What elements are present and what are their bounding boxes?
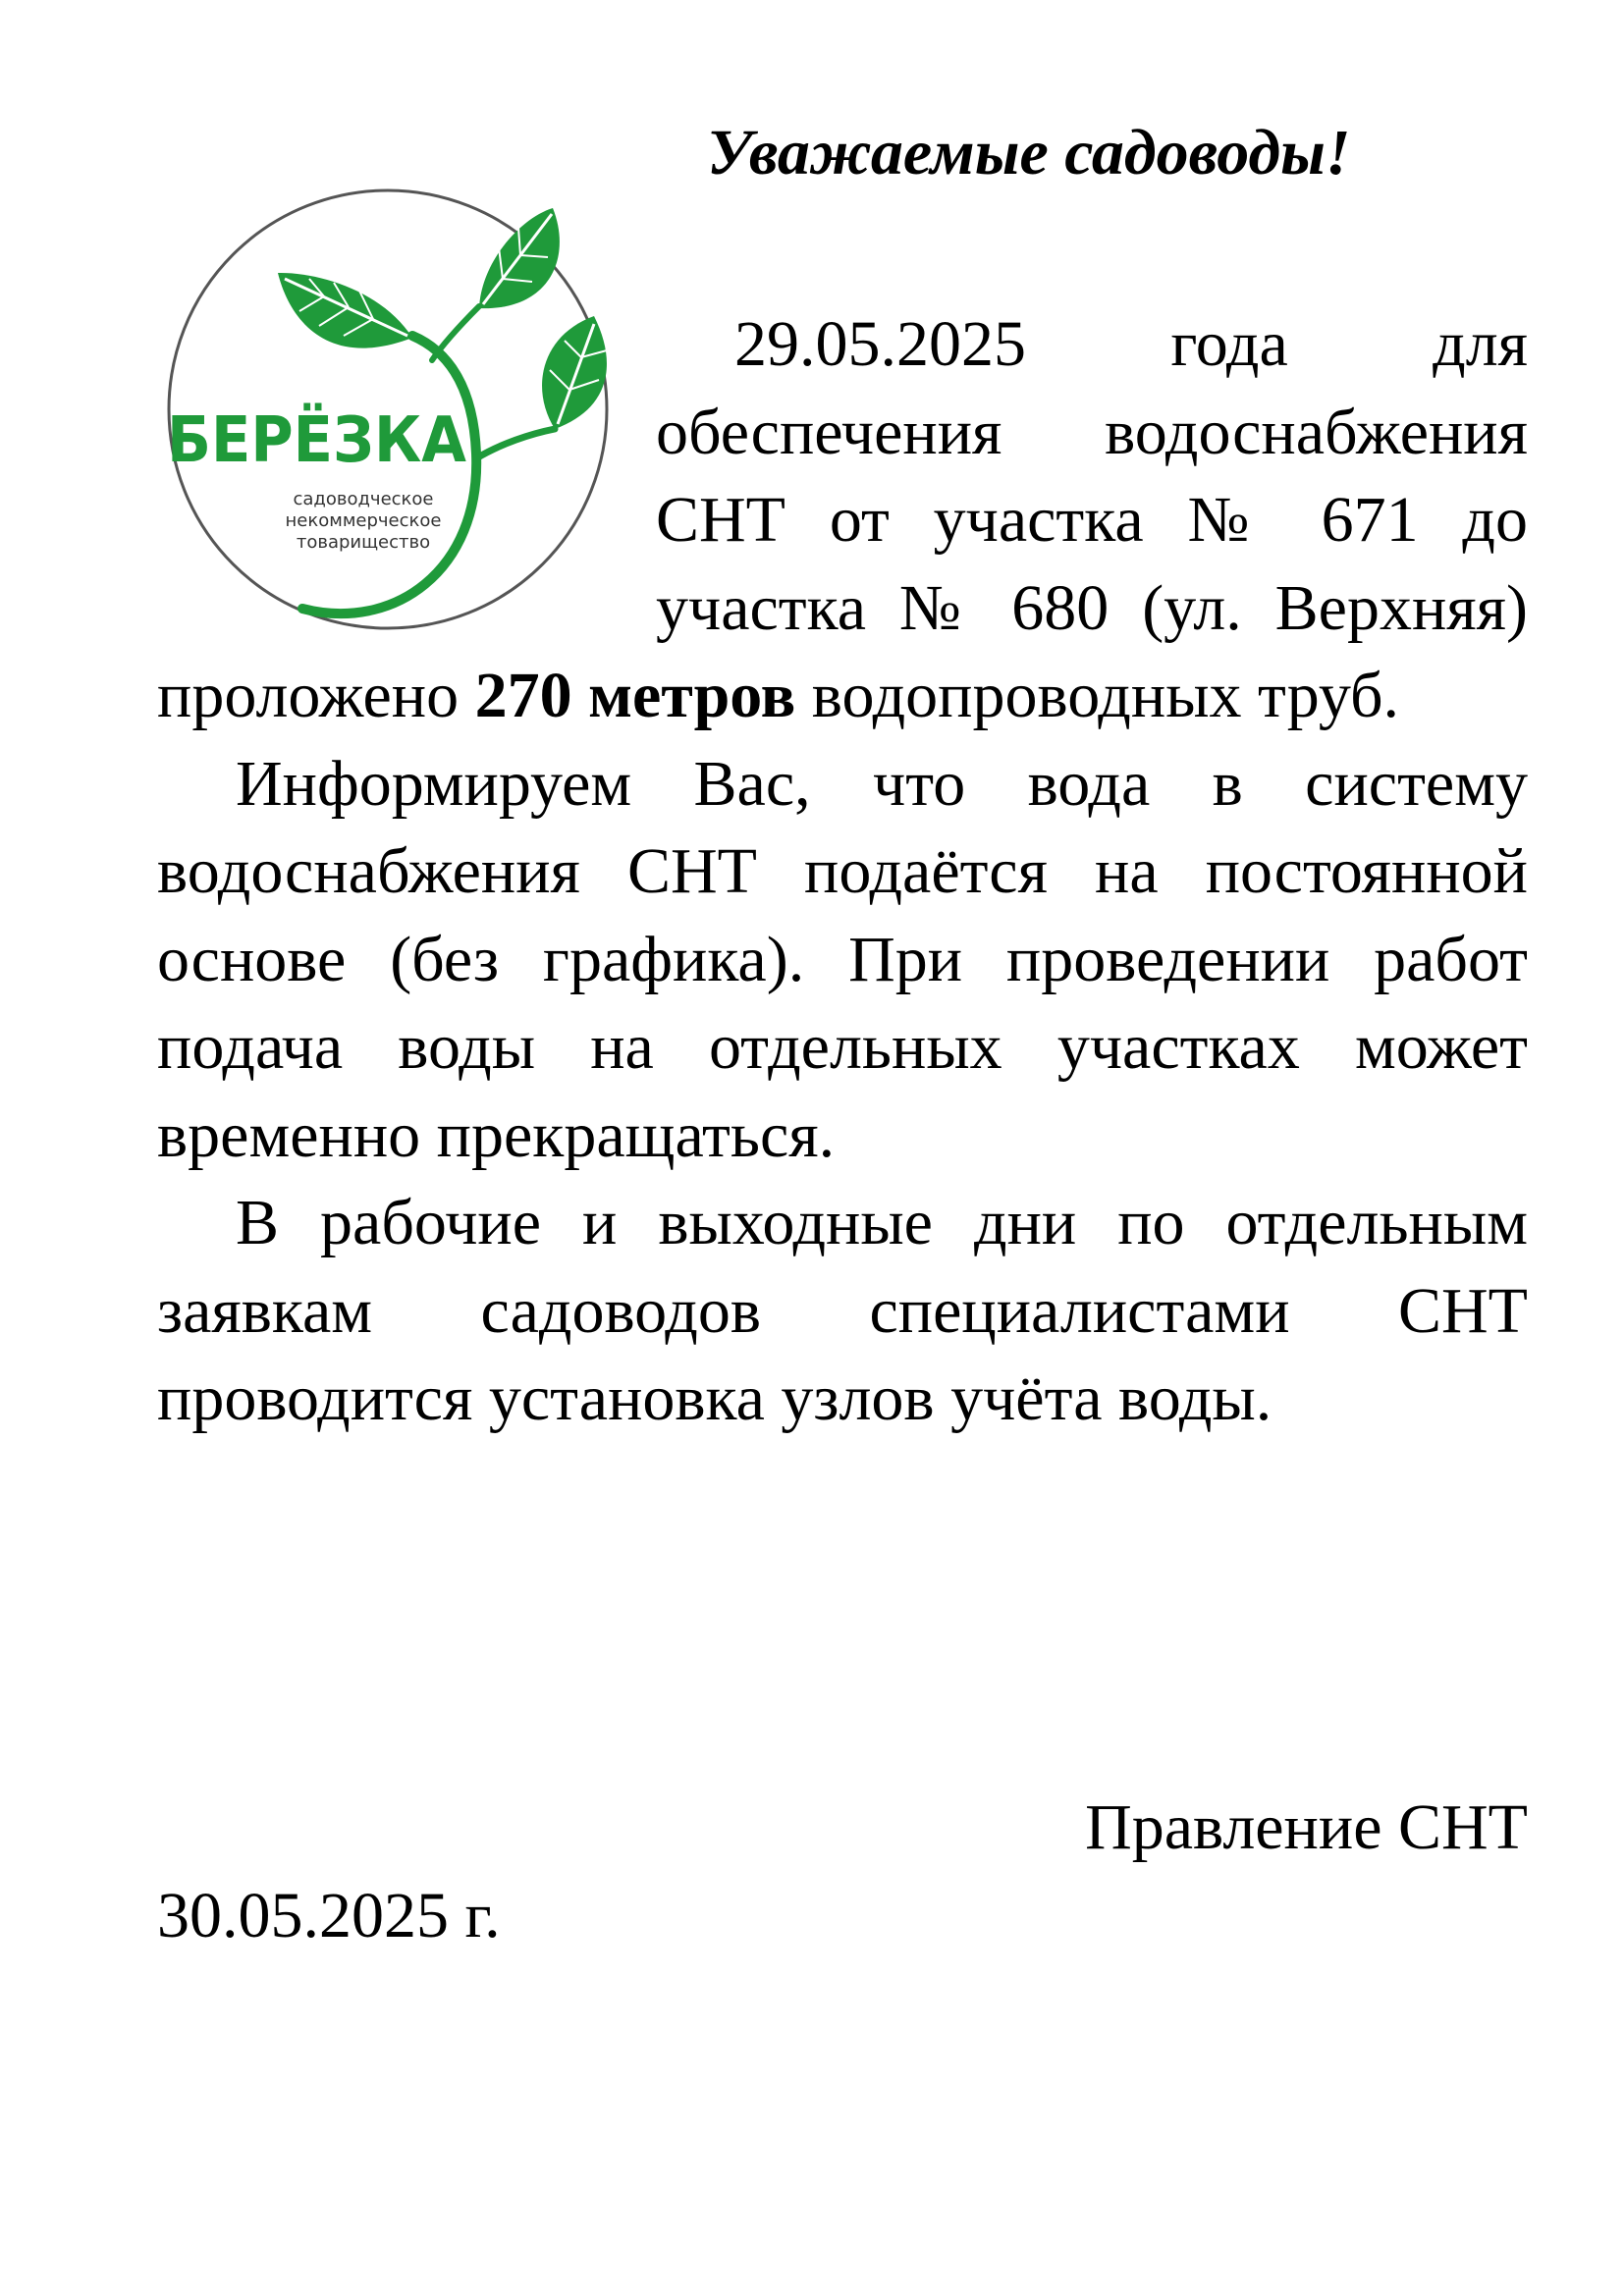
pipes-length-bold: 270 метров (474, 660, 796, 731)
logo-subtitle-line-3: товарищество (296, 532, 431, 553)
notice-body (157, 300, 1528, 1443)
paragraph-pipes-text: 29.05.2025 года для обеспечения водоснабжения СНТ от участка № 671 до участка № 680 (ул. Верхняя) проложено (157, 308, 1528, 731)
paragraph-pipes-end: водопроводных труб. (811, 660, 1400, 731)
notice-date: 30.05.2025 г. (157, 1880, 501, 1951)
paragraph-meters: В рабочие и выходные дни по отдельным заявкам садоводов специалистами СНТ проводится установка узлов учёта воды. (157, 1187, 1528, 1434)
logo-subtitle-line-1: садоводческое (293, 489, 434, 509)
signature: Правление СНТ (1085, 1791, 1528, 1863)
logo-brand-name: БЕРЁЗКА (167, 404, 492, 477)
paragraph-water-supply: Информируем Вас, что вода в систему водоснабжения СНТ подаётся на постоянной основе (без графика). При проведении работ подача воды на отдельных участках может временно прекращаться. (157, 747, 1528, 1171)
greeting-heading: Уважаемые садоводы! (707, 117, 1351, 188)
logo-subtitle-line-2: некоммерческое (285, 510, 442, 531)
logo-float-space (157, 300, 656, 652)
